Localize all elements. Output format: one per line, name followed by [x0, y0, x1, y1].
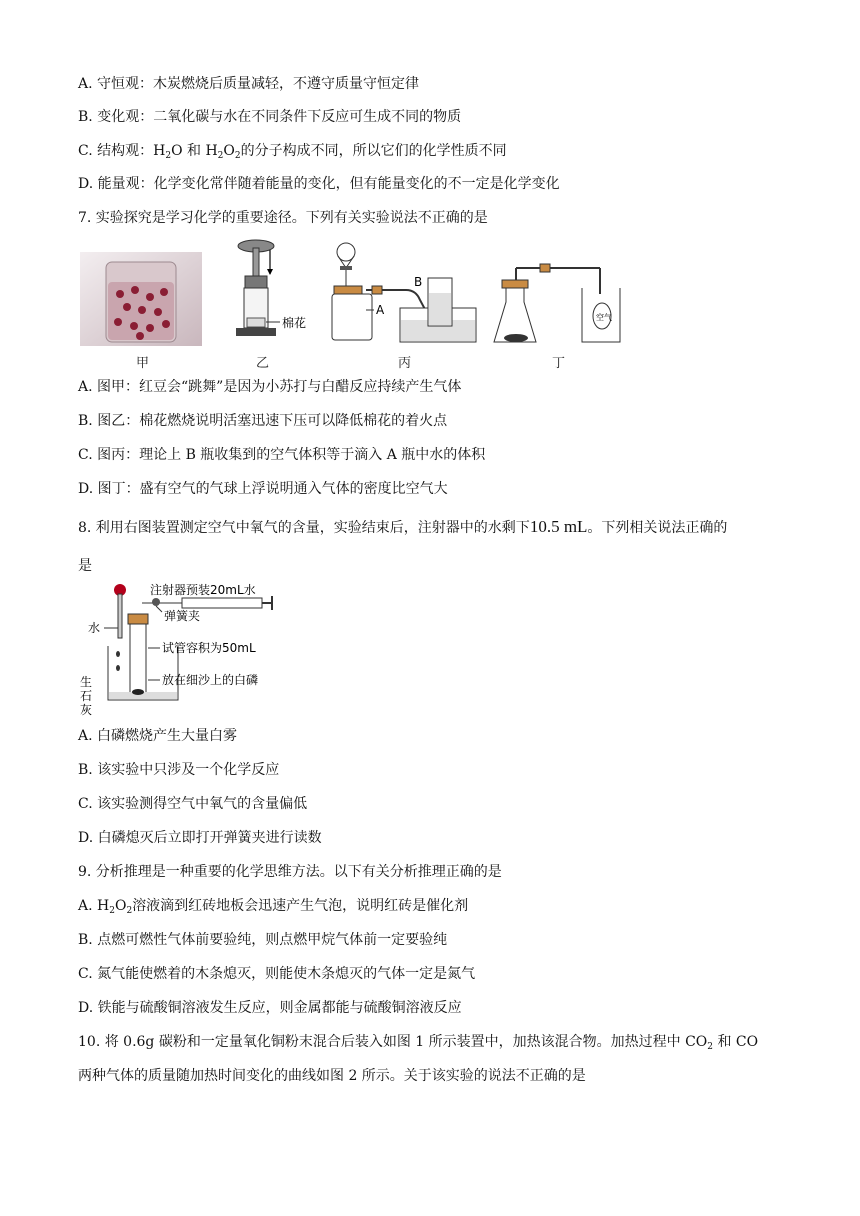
label-bottle-a: A	[376, 303, 385, 317]
caption-bing: 丙	[398, 356, 412, 371]
label-balloon-air: 空气	[596, 313, 612, 322]
q9-option-a: A. $H_2O_2$溶液滴到红砖地板会迅速产生气泡，说明红砖是催化剂	[78, 898, 469, 916]
q8-option-a: A. 白磷燃烧产生大量白雾	[78, 728, 238, 744]
caption-jia: 甲	[136, 356, 150, 371]
figure-bing-apparatus	[328, 238, 480, 346]
figure-yi-piston	[232, 238, 312, 344]
q9-option-d: D. 铁能与硫酸铜溶液发生反应，则金属都能与硫酸铜溶液反应	[78, 1000, 462, 1016]
label-lime-3: 灰	[80, 703, 93, 717]
label-bottle-b: B	[414, 275, 423, 289]
label-syringe: 注射器预装20mL水	[150, 583, 256, 597]
caption-ding: 丁	[552, 356, 566, 371]
label-phosphorus: 放在细沙上的白磷	[162, 673, 259, 687]
label-cotton: 棉花	[282, 316, 307, 330]
q9-stem: 9. 分析推理是一种重要的化学思维方法。以下有关分析推理正确的是	[78, 864, 502, 880]
figure-q8-apparatus	[78, 580, 278, 718]
q6-option-a: A. 守恒观：木炭燃烧后质量减轻，不遵守质量守恒定律	[78, 76, 420, 92]
figure-jia-beaker-photo	[80, 252, 202, 346]
label-water: 水	[88, 621, 101, 635]
label-lime-2: 石	[80, 689, 93, 703]
q6-option-b: B. 变化观：二氧化碳与水在不同条件下反应可生成不同的物质	[78, 109, 462, 125]
q6-option-c: C. 结构观：$H_2O$ 和 $H_2O_2$的分子构成不同，所以它们的化学性质不同	[78, 143, 507, 161]
q7-option-d: D. 图丁：盛有空气的气球上浮说明通入气体的密度比空气大	[78, 481, 448, 497]
q9-option-b: B. 点燃可燃性气体前要验纯，则点燃甲烷气体前一定要验纯	[78, 932, 448, 948]
caption-yi: 乙	[256, 356, 270, 371]
q6-option-d: D. 能量观：化学变化常伴随着能量的变化，但有能量变化的不一定是化学变化	[78, 176, 560, 192]
q8-option-d: D. 白磷熄灭后立即打开弹簧夹进行读数	[78, 830, 322, 846]
figure-ding-apparatus	[492, 258, 624, 348]
q7-option-a: A. 图甲：红豆会“跳舞”是因为小苏打与白醋反应持续产生气体	[78, 379, 462, 395]
q8-stem-continued: 是	[78, 558, 92, 574]
q10-stem-line2: 两种气体的质量随加热时间变化的曲线如图 2 所示。关于该实验的说法不正确的是	[78, 1068, 586, 1084]
label-tube-volume: 试管容积为50mL	[162, 641, 256, 655]
q8-stem: 8. 利用右图装置测定空气中氧气的含量，实验结束后，注射器中的水剩下10.5 mL。下列相关说法正确的	[78, 517, 728, 536]
q8-option-c: C. 该实验测得空气中氧气的含量偏低	[78, 796, 308, 812]
label-clamp: 弹簧夹	[164, 609, 201, 623]
q9-option-c: C. 氮气能使燃着的木条熄灭，则能使木条熄灭的气体一定是氮气	[78, 966, 476, 982]
label-lime-1: 生	[80, 675, 93, 689]
q8-option-b: B. 该实验中只涉及一个化学反应	[78, 762, 280, 778]
q10-stem-line1: 10. 将 0.6g 碳粉和一定量氧化铜粉末混合后装入如图 1 所示装置中，加热该混合物。加热过程中 $CO_2$ 和 CO	[78, 1034, 759, 1052]
q7-option-c: C. 图丙：理论上 B 瓶收集到的空气体积等于滴入 A 瓶中水的体积	[78, 447, 486, 463]
q7-option-b: B. 图乙：棉花燃烧说明活塞迅速下压可以降低棉花的着火点	[78, 413, 448, 429]
q7-stem: 7. 实验探究是学习化学的重要途径。下列有关实验说法不正确的是	[78, 210, 488, 226]
